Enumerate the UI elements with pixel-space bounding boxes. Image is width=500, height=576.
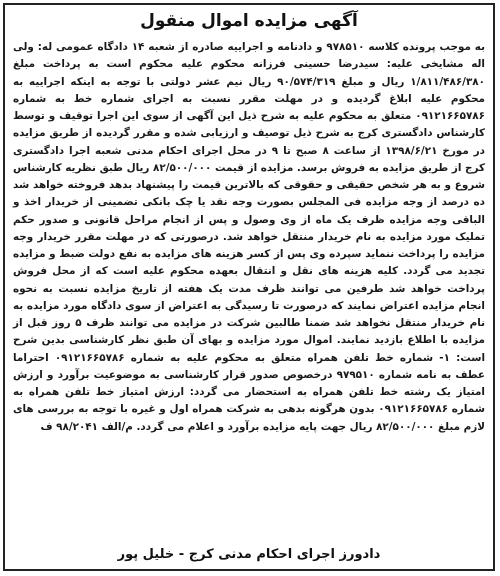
notice-title: آگهی مزایده اموال منقول bbox=[140, 11, 358, 31]
notice-body bbox=[13, 39, 485, 436]
notice-paragraph: به موجب پرونده کلاسه ۹۷۸۵۱۰ و دادنامه و اجراییه صادره از شعبه ۱۴ دادگاه عمومی له: ولی اله مشایخی علیه: سیدرضا حسینی فرزانه محکوم علیه محکوم است به پرداخت مبلغ ۱/۸۱۱/۴۸۶/۳۸۰ ریال و مبلغ ۹۰/۵۷۴/۳۱۹ ریال نیم عشر دولتی با توجه به اینکه اجراییه به محکوم علیه ابلاغ گردیده و در مهلت مقرر نسبت به اجرای شماره خط به شماره ۰۹۱۲۱۶۶۵۷۸۶ متعلق به محکوم علیه به شرح ذیل این آگهی از سوی این اجرا توقیف و توسط کارشناس دادگستری کرج به شرح ذیل توصیف و ارزیابی شده و مقرر گردیده از طریق مزایده در مورخ ۱۳۹۸/۶/۲۱ از ساعت ۸ صبح تا ۹ در محل اجرای احکام مدنی شعبه اجرا دادگستری کرج از طریق مزایده به فروش برسد. مزایده از قیمت ۸۲/۵۰۰/۰۰۰ ریال طبق نظریه کارشناس شروع و به هر شخص حقیقی و حقوقی که بالاترین قیمت را پیشنهاد بدهد فروخته خواهد شد ده درصد از وجه مزایده فی المجلس بصورت وجه نقد یا چک بانکی تضمینی از خریدار اخذ و الباقی وجه مزایده ظرف یک ماه از وی وصول و پس از انجام مراحل قانونی و صدور حکم تملیک مورد مزایده به نام خریدار منتقل خواهد شد. درصورتی که در مهلت مقرر خریدار وجه مزایده را پرداخت ننماید سپرده وی پس از کسر هزینه های مزایده به نفع دولت ضبط و مزایده تجدید می گردد. کلیه هزینه های نقل و انتقال بعهده محکوم علیه است که از محل فروش پرداخت خواهد شد طرفین می توانند ظرف مدت یک هفته از تاریخ مزایده نسبت به نحوه انجام مزایده اعتراض نمایند که درصورت تا رسیدگی به اعتراض از سوی دادگاه مورد مزایده به نام خریدار منتقل نخواهد شد ضمنا طالبین شرکت در مزایده می توانند ظرف ۵ روز قبل از مزایده با اطلاع بازدید نمایند. اموال مورد مزایده و بهای آن طبق نظر کارشناسی بدین شرح است: ۱- شماره خط تلفن همراه متعلق به محکوم علیه به شماره ۰۹۱۲۱۶۶۵۷۸۶ احتراما عطف به نامه شماره ۹۷۹۵۱۰ درخصوص صدور قرار کارشناسی به موضوعیت برآورد و ارزش امتیاز یک رشته خط تلفن همراه به استحضار می گردد: ارزش امتیاز خط تلفن همراه به شماره ۰۹۱۲۱۶۶۵۷۸۶ بدون هرگونه بدهی به شرکت همراه اول و غیره با توجه به بررسی های لازم مبلغ ۸۲/۵۰۰/۰۰۰ ریال جهت پایه مزایده برآورد و اعلام می گردد. م/الف ۹۸/۲۰۴۱ ف bbox=[13, 41, 486, 433]
notice-page bbox=[3, 3, 495, 571]
notice-signature: دادورز اجرای احکام مدنی کرج - خلیل پور bbox=[117, 547, 381, 562]
